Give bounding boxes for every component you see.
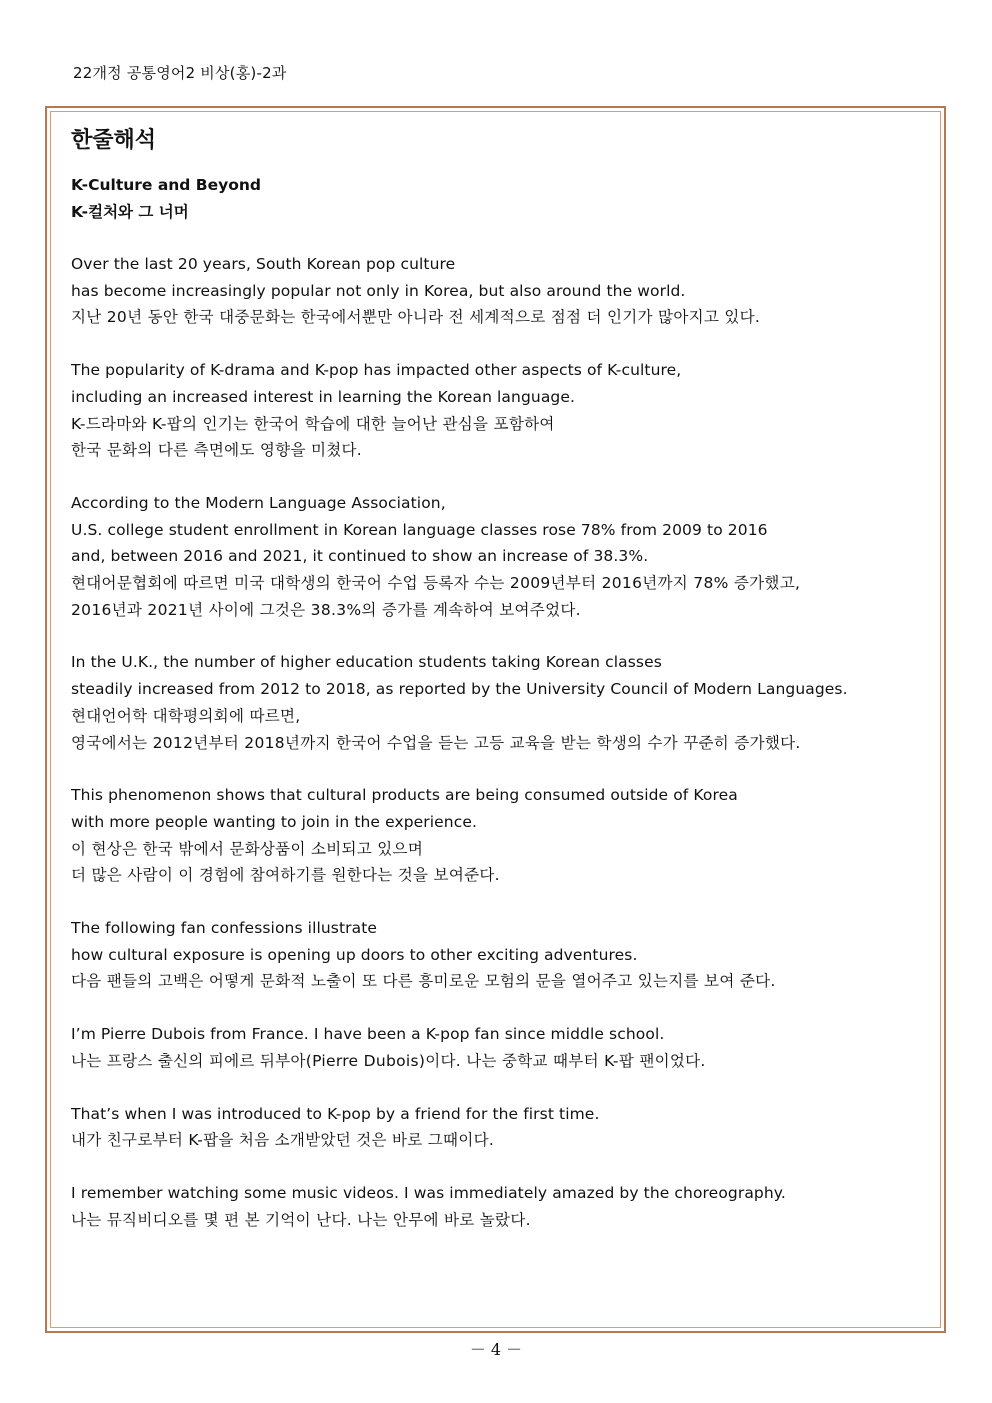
title-english: K-Culture and Beyond: [71, 176, 262, 194]
line-en: how cultural exposure is opening up doors to other exciting adventures.: [71, 945, 638, 964]
line-ko: 2016년과 2021년 사이에 그것은 38.3%의 증가를 계속하여 보여주었다.: [71, 600, 581, 619]
line-ko: 나는 뮤직비디오를 몇 편 본 기억이 난다. 나는 안무에 바로 놀랐다.: [71, 1210, 531, 1229]
line-en: with more people wanting to join in the experience.: [71, 812, 478, 831]
paragraph-2: [71, 357, 921, 464]
page-header: 22개정 공통영어2 비상(홍)-2과: [73, 64, 287, 82]
line-en: has become increasingly popular not only in Korea, but also around the world.: [71, 281, 686, 300]
line-en: The following fan confessions illustrate: [71, 919, 378, 938]
line-en: U.S. college student enrollment in Korean language classes rose 78% from 2009 to 2016: [71, 520, 768, 539]
line-ko: 나는 프랑스 출신의 피에르 뒤부아(Pierre Dubois)이다. 나는 중학교 때부터 K-팝 팬이었다.: [71, 1051, 706, 1070]
title-korean: K-컬처와 그 너머: [71, 203, 189, 221]
line-en: I remember watching some music videos. I was immediately amazed by the choreography.: [71, 1183, 786, 1202]
paragraph-1: [71, 251, 921, 331]
paragraph-8: [71, 1101, 921, 1154]
line-ko: 더 많은 사람이 이 경험에 참여하기를 원한다는 것을 보여준다.: [71, 866, 500, 885]
line-en: and, between 2016 and 2021, it continued to show an increase of 38.3%.: [71, 547, 649, 566]
line-ko: 한국 문화의 다른 측면에도 영향을 미쳤다.: [71, 441, 363, 460]
document-body: [71, 126, 921, 1233]
line-ko: 현대언어학 대학평의회에 따르면,: [71, 706, 301, 725]
paragraph-9: [71, 1180, 921, 1233]
line-en: In the U.K., the number of higher education students taking Korean classes: [71, 653, 662, 672]
line-en: including an increased interest in learning the Korean language.: [71, 387, 576, 406]
line-ko: 내가 친구로부터 K-팝을 처음 소개받았던 것은 바로 그때이다.: [71, 1131, 495, 1150]
line-en: This phenomenon shows that cultural products are being consumed outside of Korea: [71, 786, 738, 805]
line-ko: 현대어문협회에 따르면 미국 대학생의 한국어 수업 등록자 수는 2009년부터 2016년까지 78% 증가했고,: [71, 574, 801, 593]
line-en: steadily increased from 2012 to 2018, as reported by the University Council of Modern Languages.: [71, 680, 848, 699]
paragraph-5: [71, 782, 921, 889]
line-ko: 영국에서는 2012년부터 2018년까지 한국어 수업을 듣는 고등 교육을 받는 학생의 수가 꾸준히 증가했다.: [71, 733, 801, 752]
line-en: Over the last 20 years, South Korean pop culture: [71, 255, 456, 273]
line-en: I’m Pierre Dubois from France. I have been a K-pop fan since middle school.: [71, 1025, 665, 1044]
line-ko: K-드라마와 K-팝의 인기는 한국어 학습에 대한 늘어난 관심을 포함하여: [71, 414, 555, 433]
section-title: 한줄해석: [71, 128, 157, 153]
paragraph-3: [71, 490, 921, 624]
line-ko: 다음 팬들의 고백은 어떻게 문화적 노출이 또 다른 흥미로운 모험의 문을 열어주고 있는지를 보여 준다.: [71, 972, 776, 991]
line-ko: 지난 20년 동안 한국 대중문화는 한국에서뿐만 아니라 전 세계적으로 점점 더 인기가 많아지고 있다.: [71, 308, 761, 327]
line-en: The popularity of K-drama and K-pop has impacted other aspects of K-culture,: [71, 361, 682, 380]
paragraph-4: [71, 649, 921, 756]
line-en: According to the Modern Language Association,: [71, 493, 446, 512]
page-number: － 4 －: [469, 1340, 523, 1359]
line-ko: 이 현상은 한국 밖에서 문화상품이 소비되고 있으며: [71, 839, 424, 858]
line-en: That’s when I was introduced to K-pop by a friend for the first time.: [71, 1104, 600, 1123]
paragraph-7: [71, 1021, 921, 1074]
paragraph-6: [71, 915, 921, 995]
